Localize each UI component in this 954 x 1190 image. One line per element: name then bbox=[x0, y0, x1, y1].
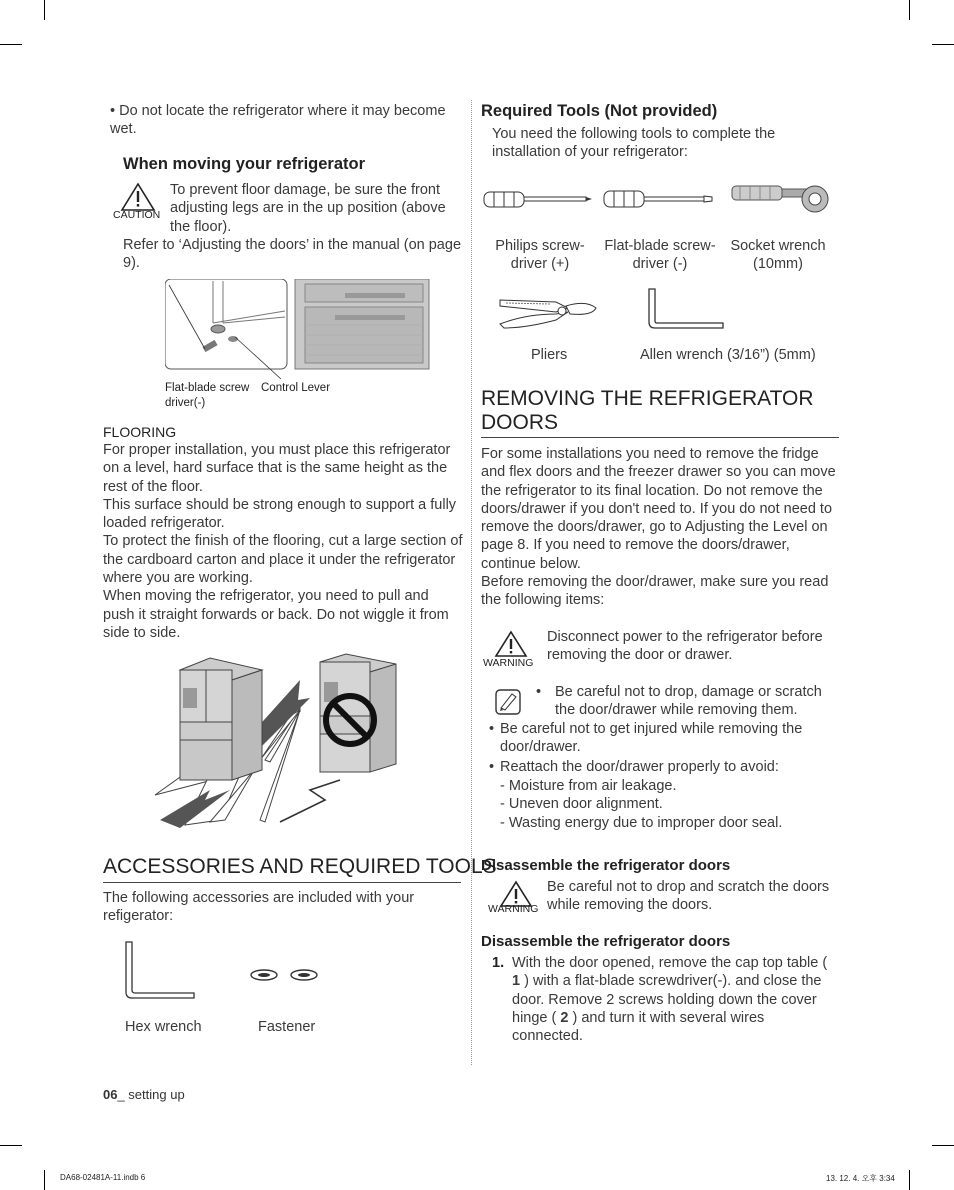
note-bullet-text: Be careful not to drop, damage or scratch the door/drawer while removing them. bbox=[555, 684, 822, 719]
section-rule bbox=[481, 437, 839, 438]
flooring-paragraph: For proper installation, you must place this refrigerator on a level, hard surface that is the same height as the rest of the floor. bbox=[103, 442, 451, 495]
fastener-icon bbox=[248, 965, 324, 985]
disassemble-heading-2: Disassemble the refrigerator doors bbox=[481, 933, 731, 950]
tool-label-pliers: Pliers bbox=[531, 347, 568, 363]
page-number: 06 bbox=[103, 1087, 118, 1102]
warning-label: WARNING bbox=[488, 903, 539, 915]
tools-text: You need the following tools to complete the installation of your refrigerator: bbox=[492, 126, 776, 161]
moving-fridge-figure bbox=[150, 650, 410, 832]
crop-mark bbox=[44, 1170, 45, 1190]
page-footer bbox=[103, 1087, 185, 1102]
caution-icon bbox=[120, 182, 156, 212]
footer-section: _ setting up bbox=[117, 1087, 185, 1102]
caution-text: To prevent floor damage, be sure the front adjusting legs are in the up position (above the floor). bbox=[170, 182, 446, 235]
tool-label-socket: Socket wrench (10mm) bbox=[730, 238, 826, 273]
crop-mark bbox=[0, 1145, 22, 1146]
avoid-item: - Wasting energy due to improper door seal. bbox=[500, 814, 783, 831]
avoid-item: - Moisture from air leakage. bbox=[500, 778, 677, 794]
flooring-heading: FLOORING bbox=[103, 424, 177, 440]
accessory-label-hex: Hex wrench bbox=[125, 1019, 202, 1035]
pliers-icon bbox=[496, 294, 600, 334]
accessories-text: The following accessories are included with your refigerator: bbox=[103, 890, 415, 925]
bullet-wet: • Do not locate the refrigerator where it may become wet. bbox=[110, 103, 446, 138]
bullet-mark: • bbox=[489, 759, 495, 775]
caution-label: CAUTION bbox=[113, 209, 161, 221]
tool-label-philips: Philips screw-driver (+) bbox=[495, 238, 585, 273]
philips-screwdriver-icon bbox=[482, 188, 594, 212]
crop-mark bbox=[909, 1170, 910, 1190]
callout-number: 1 bbox=[512, 973, 521, 990]
removing-text bbox=[481, 445, 837, 610]
flooring-text bbox=[103, 441, 463, 642]
step-text-part: With the door opened, remove the cap top table ( bbox=[512, 955, 828, 971]
note-bullet bbox=[536, 683, 836, 720]
crop-mark bbox=[909, 0, 910, 20]
warning-icon bbox=[494, 630, 528, 658]
flat-screwdriver-icon bbox=[602, 188, 714, 212]
step-text bbox=[512, 954, 838, 1045]
refer-text: Refer to ‘Adjusting the doors’ in the manual (on page 9). bbox=[123, 237, 462, 272]
warning-label: WARNING bbox=[483, 657, 534, 669]
disassemble-heading-1: Disassemble the refrigerator doors bbox=[481, 857, 731, 874]
note-bullet bbox=[489, 758, 837, 776]
hex-wrench-icon bbox=[120, 940, 200, 1002]
callout-number: 2 bbox=[560, 1009, 569, 1026]
crop-mark bbox=[932, 1145, 954, 1146]
step-text-part: ) and turn it with several wires connected. bbox=[512, 1009, 765, 1045]
accessory-label-fastener: Fastener bbox=[258, 1019, 316, 1035]
tools-heading: Required Tools (Not provided) bbox=[481, 102, 718, 120]
flooring-paragraph: This surface should be strong enough to support a fully loaded refrigerator. bbox=[103, 496, 457, 532]
note-bullet-text: Reattach the door/drawer properly to avoid: bbox=[500, 759, 779, 775]
warning-text-1: Disconnect power to the refrigerator before removing the door or drawer. bbox=[547, 629, 823, 664]
fig-label-lever: Control Lever bbox=[261, 382, 331, 394]
socket-wrench-icon bbox=[730, 183, 830, 217]
step-number: 1. bbox=[492, 955, 505, 971]
flooring-paragraph: When moving the refrigerator, you need to pull and push it straight forwards or back. Do not wiggle it from side to side. bbox=[103, 588, 449, 641]
section-rule bbox=[103, 882, 461, 883]
moving-heading: When moving your refrigerator bbox=[123, 155, 366, 173]
removing-paragraph: For some installations you need to remove the fridge and flex doors and the freezer drawer so you can move the refrigerator to its final location. Do not remove the doors/drawer if you don't need to. If you do not need to remove the doors/drawer, go to Adjusting the Level on page 8. If you need to remove the doors/drawer, continue below. bbox=[481, 446, 836, 572]
column-divider bbox=[471, 100, 472, 1065]
step-text-part: ) with a flat-blade screwdriver(-). and close the door. Remove 2 screws holding down the cover hinge ( bbox=[512, 973, 822, 1026]
flooring-paragraph: To protect the finish of the flooring, cut a large section of the cardboard carton and place it under the refrigerator where you are working. bbox=[103, 533, 463, 587]
file-info: DA68-02481A-11.indb 6 bbox=[60, 1173, 146, 1182]
bullet-mark: • bbox=[489, 721, 495, 737]
date-info: 13. 12. 4. 오후 3:34 bbox=[826, 1174, 895, 1183]
note-bullet-text: Be careful not to get injured while removing the door/drawer. bbox=[500, 721, 803, 756]
removing-heading: REMOVING THE REFRIGERATOR DOORS bbox=[481, 387, 814, 434]
accessories-heading: ACCESSORIES AND REQUIRED TOOLS bbox=[103, 855, 497, 878]
tool-label-flat: Flat-blade screw-driver (-) bbox=[604, 238, 716, 273]
removing-paragraph: Before removing the door/drawer, make sure you read the following items: bbox=[481, 574, 829, 609]
fig-label-screwdriver: Flat-blade screw driver(-) bbox=[165, 382, 250, 409]
leg-adjustment-figure bbox=[165, 279, 433, 383]
note-icon bbox=[494, 688, 522, 716]
crop-mark bbox=[44, 0, 45, 20]
crop-mark bbox=[932, 44, 954, 45]
avoid-item: - Uneven door alignment. bbox=[500, 796, 663, 813]
bullet-mark: • bbox=[536, 684, 542, 700]
allen-wrench-icon bbox=[645, 287, 727, 331]
tool-label-allen: Allen wrench (3/16”) (5mm) bbox=[640, 347, 816, 363]
crop-mark bbox=[0, 44, 22, 45]
note-bullet bbox=[489, 720, 837, 757]
warning-text-2: Be careful not to drop and scratch the doors while removing the doors. bbox=[547, 879, 830, 914]
avoid-list bbox=[500, 777, 782, 832]
